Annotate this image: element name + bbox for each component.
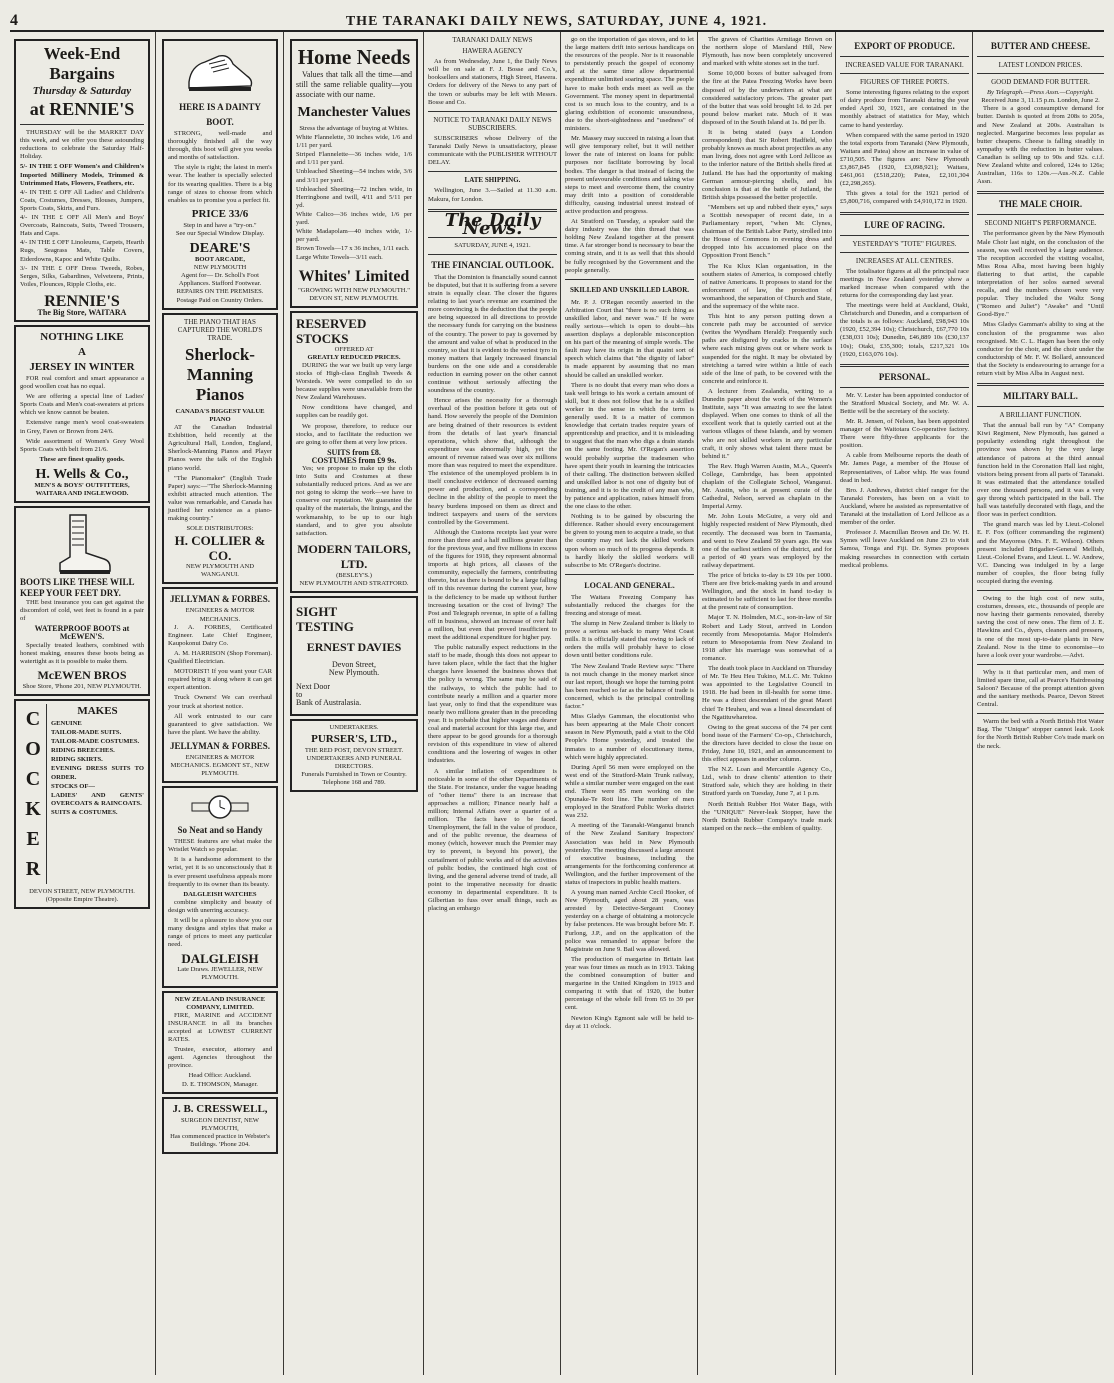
- ad-address: Shoe Store, 'Phone 201, NEW PLYMOUTH.: [22, 682, 142, 690]
- editorial-paragraph: At Stratford on Tuesday, a speaker said the dairy industry was the thin thread that was holding New Zealand together at the present time. A far stronger bond is necessary to bear the coming strain, and it is as well that this should be fully recognised by the Government and the people generally.: [565, 218, 694, 274]
- article-subheading: A BRILLIANT FUNCTION.: [999, 411, 1082, 420]
- ad-text: Agent for— Dr. Scholl's Foot Appliances. Stafford Footwear.: [178, 272, 262, 288]
- modern-tailors-ad: [290, 311, 418, 593]
- news-item: The graves of Charities Armitage Brown on the northern slope of Marsland Hill, New Plymouth, has now been completely uncovered and marked with white stones set in the turf.: [702, 36, 832, 68]
- news-item: The slump in New Zealand timber is likely to prove a serious set-back to many West Coast mills. It is officially stated that owing to lack of orders the mills will probably have to close down until better conditions rule.: [565, 620, 694, 660]
- ad-item: 5/- IN THE £ OFF Women's and Children's Imported Millinery Models, Trimmed & Untrimmed Hats, Flowers, Feathers, etc.: [20, 163, 144, 187]
- ad-text: Specially treated leathers, combined with honest making, ensures these boots being as watertight as it is possible to make them.: [20, 641, 144, 665]
- news-item: North British Rubber Hot Water Bags, with the "UNIQUE" Never-leak Stopper, have the North British Rubber Company's trade mark stamped on the neck—the emblem of quality.: [702, 800, 832, 832]
- ad-text: FOR real comfort and smart appearance a good woollen coat has no equal.: [20, 374, 144, 391]
- ad-store-name: MODERN TAILORS, LTD.: [297, 541, 411, 571]
- ad-headline: SIGHT: [296, 604, 338, 620]
- article-paragraph: There is a good consumptive demand for butter. Danish is quoted at from 208s to 205s, and New Zealand at 200s. Australian is neglected. Margarine becomes less popular as butter cheapens. Cheese is falling steadily in sympathy with the reduction in butter values. Canadian is selling up to 90s and 92s. c.i.f. New Zealand white and colored, 124s to 126s; Australian, 116s to 120s.—Aus.-N.Z. Cable Assn.: [977, 105, 1104, 186]
- article-subheading: LATEST LONDON PRICES.: [998, 61, 1083, 69]
- article-paragraph: This gives a total for the 1921 period of £5,800,716, compared with £4,910,172 in 1920.: [840, 190, 969, 206]
- article-heading: EXPORT OF PRODUCE.: [854, 41, 955, 51]
- ad-store-name: H. COLLIER & CO.: [174, 533, 266, 564]
- ad-item: Striped Flannelette—36 inches wide, 1/6 and 1/11 per yard.: [296, 151, 412, 167]
- ad-text: Values that talk all the time—and still the same reliable quality—you associate with our name.: [296, 70, 412, 99]
- article-subheading: YESTERDAY'S "TOTE" FIGURES.: [852, 239, 957, 248]
- ad-item: 3/- IN THE £ OFF Dress Tweeds, Robes, Serges, Silks, Gabardines, Velveteens, Prints, Voiles, Flounces, Ripple Cloths, etc.: [20, 264, 144, 288]
- ad-item: Unbleached Sheeting—54 inches wide, 3/6 and 3/11 per yard.: [296, 168, 412, 184]
- ad-text: All work entrusted to our care guaranteed to give satisfaction. We have the plant. We have the ability.: [168, 712, 272, 736]
- news-item: This hint to any person putting down a concrete path may be accounted of service (writes the Wyndham Herald): Frequently such paths are disfigured by cracks in the surface where each mixing gives out or where work is suspended for the night. It may be obviated by stretching a tarred wire within a little of each side of the line of path, to be covered with the concrete and reinforce it.: [702, 313, 832, 385]
- news-item: Professor J. Macmillan Brown and Dr. W. H. Symes will leave Auckland on June 23 to visit Samoa, Tonga and Fiji. Dr. Symes proposes making researches in connection with certain medical problems.: [840, 529, 969, 569]
- ad-text: AT the Canadian Industrial Exhibition, held recently at the Agricultural Hall, London, England, Sherlock-Manning Pianos and Player Pianos were the talk of the English piano world.: [168, 424, 272, 472]
- ad-headline: JERSEY IN WINTER: [29, 360, 135, 373]
- whites-ad: [290, 39, 418, 308]
- news-item: During April 56 men were employed on the west end of the Stratford-Main Trunk railway, while a similar number were engaged on the east end. There were 85 men working on the Opunake-Te Roti line. The number of men employed in the Stratford Public Works district was 232.: [565, 763, 694, 820]
- masthead: [10, 10, 1104, 32]
- ad-text: DURING the war we built up very large stocks of High-class English Tweeds & Worsteds. We were compelled to do so because supplies were unavailable from the New Zealand Warehouses.: [296, 361, 412, 402]
- ad-text: MOTORIST! If you want your CAR repaired bring it along where it can get expert attention.: [168, 668, 272, 692]
- cocker-letters: C O C K E R: [20, 704, 47, 884]
- ad-text: Extensive range men's wool coat-sweaters in Grey, Fawn or Brown from 24/6.: [20, 419, 144, 435]
- column-3: [288, 36, 420, 1376]
- watch-illustration: [190, 793, 250, 821]
- column-rule: [423, 32, 424, 1375]
- ad-headline: So Neat and so Handy: [177, 825, 263, 836]
- ad-headline: UNDERTAKERS.: [329, 723, 379, 731]
- ad-text: Step in and have a "try-on.": [183, 221, 257, 229]
- pursers-ad: [290, 719, 418, 793]
- ad-text: Now conditions have changed, and supplies can be readily got.: [296, 404, 412, 420]
- ad-item: Unbleached Sheeting—72 inches wide, in Herringbone and twill, 4/11 and 5/11 per yd.: [296, 185, 412, 209]
- ad-address: NEW PLYMOUTH AND WANGANUI.: [185, 563, 255, 579]
- news-item: The production of margarine in Britain last year was four times as much as in 1913. Taking the combined consumption of butter and margarine in the United Kingdom in 1913 and comparing it with that of 1920, the butter percentage of the whole fell from 65 to 39 per cent.: [565, 955, 694, 1012]
- ad-address: New Plymouth.: [328, 668, 380, 678]
- ad-store-headline: at RENNIE'S: [29, 99, 135, 120]
- column-7: [840, 36, 969, 1376]
- article-heading: SKILLED AND UNSKILLED LABOR.: [569, 285, 690, 294]
- notice-subheading: HAWERA AGENCY: [462, 47, 523, 56]
- ernest-davies-ad: [290, 596, 418, 715]
- mcewen-ad: [14, 506, 150, 696]
- ad-subhead: ENGINEERS & MOTOR MECHANICS.: [185, 607, 255, 623]
- column-rule: [283, 32, 284, 1375]
- article-paragraph: The totalisator figures at all the principal race meetings in New Zealand yesterday show a marked increase when compared with the returns for the corresponding day last year.: [840, 267, 969, 299]
- ad-address: Late Draws. JEWELLER, NEW PLYMOUTH.: [177, 966, 263, 982]
- news-item: The Waitara Freezing Company has substantially reduced the charges for the freezing and storage of meat.: [565, 593, 694, 617]
- ad-text: D. E. THOMSON, Manager.: [182, 1080, 258, 1088]
- insurance-ad: [162, 991, 278, 1094]
- ad-headline: A: [78, 345, 86, 358]
- article-subheading: INCREASED VALUE FOR TARANAKI.: [845, 61, 964, 69]
- article-credit: By Telegraph.—Press Assn.—Copyright.: [987, 89, 1094, 97]
- ad-store-name: DALGLEISH: [181, 951, 259, 967]
- ad-text: REPAIRS ON THE PREMISES. Postage Paid on Country Orders.: [176, 288, 264, 304]
- article-subheading: INCREASES AT ALL CENTRES.: [855, 256, 954, 265]
- article-heading: MILITARY BALL.: [1003, 391, 1078, 402]
- news-item: The New Zealand Trade Review says: "There is not much change in the money market since our last report, though we hope the turning point has been reached so far as the balance of trade is concerned, which is the principal controlling factor.": [565, 662, 694, 711]
- ad-text: Stress the advantage of buying at Whites.: [299, 125, 409, 132]
- article-paragraph: The performance given by the New Plymouth Male Choir last night, on the conclusion of the season, was well received by a large audience. The reception accorded the visiting vocalist, Miss Rosa Alba, most having been highly flattering to that artist, the capable interpretation of her solos earned several recalls, and the numbers chosen were very popular. They included the Waltz Song ("Romeo and Juliet") "Awake" and "Until Good-Bye.": [977, 230, 1104, 319]
- ad-item: White Flannelette, 30 inches wide, 1/6 and 1/11 per yard.: [296, 134, 412, 150]
- shipping-heading: LATE SHIPPING.: [464, 176, 521, 185]
- article-heading: BUTTER AND CHEESE.: [990, 41, 1091, 51]
- ad-item: White Calico—36 inches wide, 1/6 per yard.: [296, 210, 412, 227]
- ad-address: DEVON STREET, NEW PLYMOUTH. (Opposite Empire Theatre).: [29, 887, 135, 904]
- ad-subhead: Manchester Values: [297, 105, 411, 120]
- ad-headline: Bargains: [49, 64, 115, 83]
- ad-address: DEVON ST, NEW PLYMOUTH.: [309, 294, 399, 302]
- editorial-paragraph: go on the importation of gas stoves, and to let the large matters drift into serious handicaps on the resources of the people. Nor is it reasonable to persistently preach the gospel of economy and at the same time allow departmental expenditure unlimited soaring space. The people have to make both ends meet as well as the Government. The money spent in departmental cost is so much loss to the country, and is a glaring exhibition of economic unsoundness, due to the short-sightedness and "usedness" of ministers.: [565, 36, 694, 133]
- column-rule: [560, 32, 561, 1375]
- notice-heading: NOTICE TO TARANAKI DAILY NEWS SUBSCRIBERS.: [433, 115, 552, 132]
- ad-text: "The Pianomaker" (English Trade Paper) says:—"The Sherlock-Manning exhibit attracted much attention. The value was remarkable, and Canada has justified her existence as a piano-making country.": [168, 474, 272, 523]
- news-item: Newton King's Egmont sale will be held to-day at 11 o'clock.: [565, 1014, 694, 1030]
- ad-headline: Sherlock-Manning Pianos: [185, 344, 255, 404]
- article-heading: THE MALE CHOIR.: [998, 199, 1083, 210]
- column-6: [702, 36, 832, 1376]
- article-paragraph: Nothing is to be gained by obscuring the difference. Rather should every encouragement be given to young men to acquire a trade, so that the country may not lack the skilled workers upon whom so much of its progress depends. It is hardly likely the skilled workers will subscribe to Mr. O'Regan's doctrine.: [565, 513, 694, 569]
- article-heading: LOCAL AND GENERAL.: [584, 580, 675, 590]
- ad-text: Next Door: [296, 682, 330, 692]
- news-item: "Members set up and rubbed their eyes," says a Scottish newspaper of recent date, in a Parliamentary report, "when Mr. Clynes, chairman of the British Labor Party, strolled into the House of Commons in evening dress and dropped into his accustomed place on the Opposition Front Bench.": [702, 203, 832, 260]
- news-item: The N.Z. Loan and Mercantile Agency Co., Ltd., wish to draw clients' attention to their Stratford sale, which they are holding in their Stratford yards on Tuesday, June 7, at 1 p.m.: [702, 766, 832, 798]
- column-rule: [155, 32, 156, 1375]
- article-heading: LURE OF RACING.: [864, 219, 945, 230]
- ad-address: NEW PLYMOUTH AND STRATFORD.: [299, 579, 409, 587]
- news-item: The Rev. Hugh Warren Austin, M.A., Queen's College, Cambridge, has been appointed chaplain of the Collegiate School, Wanganui. Mr. Austin, who is at present curate of the Cathedral, Nelson, served as chaplain in the Imperial Army.: [702, 462, 832, 511]
- ad-text: to: [296, 690, 303, 700]
- ad-subhead: SURGEON DENTIST, NEW PLYMOUTH,: [180, 1116, 260, 1132]
- column-8: [977, 36, 1104, 1376]
- collier-ad: [162, 313, 278, 585]
- column-rule: [697, 32, 698, 1375]
- ad-text: WATERPROOF BOOTS at McEWEN'S.: [34, 624, 130, 642]
- reading-ad: Why is it that particular men, and men of limited spare time, call at Pearce's Hairdressing Saloon? Because of the prompt attention given and the sanitary methods. Pearce, Devon Street Central.: [977, 668, 1104, 709]
- ad-headline: RESERVED: [296, 315, 367, 331]
- ad-store-name: ERNEST DAVIES: [306, 640, 402, 655]
- ad-item: RIDING BREECHES.: [51, 747, 115, 755]
- ad-store-name: DEARE'S: [189, 241, 251, 257]
- news-item: A meeting of the Taranaki-Wanganui branch of the New Zealand Sanitary Inspectors' Association was held in New Plymouth yesterday. The meeting discussed a large amount of executive business, including the arrangements for the forthcoming conference at Wellington, and the further improvement of the status of inspectors in public health matters.: [565, 822, 694, 886]
- ad-text: THESE features are what make the Wristlet Watch so popular.: [168, 838, 272, 854]
- cresswell-ad: [162, 1097, 278, 1154]
- article-dateline: Received June 3, 11.15 p.m. London, June 2.: [981, 97, 1100, 105]
- column-5: [565, 36, 694, 1376]
- column-4: [428, 36, 557, 1376]
- ad-text: (BESLEY'S.): [336, 571, 372, 579]
- news-item: Major T. N. Holmden, M.C., son-in-law of Sir Robert and Lady Stout, arrived in London recently from Mesopotamia. Major Holmden's return to Mesopotamia from New Zealand in 1918 after his marriage was somewhat of a romance.: [702, 614, 832, 662]
- ad-headline: J. B. CRESSWELL,: [172, 1102, 268, 1115]
- ad-intro: THURSDAY will be the MARKET DAY this week, and we offer you these astounding reductions to celebrate the Saturday Half-Holiday.: [20, 129, 144, 161]
- cocker-ad: [14, 699, 150, 909]
- ad-item: Brown Towels—17 x 36 inches, 1/11 each.: [296, 245, 410, 253]
- article-paragraph: There is no doubt that every man who does a task well brings to his work a certain amount of skill, but it does not follow that he is a skilled worker in the sense in which the term is generally used. It is a matter of common knowledge that certain trades require years of apprenticeship and practice, and it is misleading to suggest that the man who digs a drain stands on the same footing. Mr. O'Regan's assertion would probably surprise the tradesmen who have spent their youth in learning the intricacies of their calling. The distinction between skilled and unskilled labor is not one of dignity but of training, and it is to the credit of any man who, by patience and application, raises himself from the one class to the other.: [565, 381, 694, 511]
- ad-text: We are offering a special line of Ladies' Sports Coats and Men's coat-sweaters at prices which we know cannot be beaten.: [20, 393, 144, 417]
- ad-subhead: Thursday & Saturday: [32, 85, 132, 97]
- column-1: [12, 36, 152, 1376]
- ad-text: It is a handsome adornment to the wrist, yet it is so unconsciously that it is ever present usefulness appeals more frequently to its owner than its beauty.: [168, 856, 272, 888]
- notice-heading: TARANAKI DAILY NEWS: [452, 36, 533, 44]
- notice-text: SUBSCRIBERS whose Delivery of the Taranaki Daily News is unsatisfactory, please communicate with the PUBLISHER WITHOUT DELAY.: [428, 134, 557, 167]
- ad-item: EVENING DRESS SUITS TO ORDER.: [51, 765, 144, 781]
- article-paragraph: That the annual ball run by "A" Company Kiwi Regiment, New Plymouth, has gained a popularity extending right throughout the province was shown by the very large attendance of patrons at the third annual function held in the Coronation Hall last night, visitors being present from all parts of Taranaki. It was estimated that the attendance totalled over one thousand persons, and it was a very gay throng which participated in the ball. The hall was tastefully decorated with flags, and the floor was in perfect condition.: [977, 422, 1104, 519]
- article-subheading: SECOND NIGHT'S PERFORMANCE.: [984, 219, 1097, 228]
- ad-store-name: PURSER'S, LTD.,: [311, 732, 397, 745]
- news-item: Mr. John Louis McGuire, a very old and highly respected resident of New Plymouth, died recently. The deceased was born in Tasmania, and went to New Zealand 59 years ago. He was one of the earliest settlers of the district, and for a period of 40 years was employed by the railway department.: [702, 513, 832, 569]
- ad-text: Funerals Furnished in Town or Country. Telephone 168 and 789.: [301, 770, 407, 786]
- news-item: It is being stated (says a London correspondent) that Sir Robert Hadfield, who probably knows as much about projectiles as any man living, does not agree with Lord Jellicoe as to the inferior nature of the British shells fired at Jutland. He has had the opportunity of making German armour-piercing shells, and his conclusion is that at the battle of Jutland, the British ships possessed the better projectile.: [702, 129, 832, 201]
- ad-item: TAILOR-MADE SUITS.: [51, 729, 122, 737]
- ad-subhead: CANADA'S BIGGEST VALUE PIANO: [175, 407, 265, 423]
- ad-text: J. A. FORBES, Certificated Engineer. Late Chief Engineer, Kaupokonui Dairy Co.: [168, 623, 272, 647]
- deares-ad: [162, 39, 278, 310]
- ad-headline: Week-End: [43, 44, 121, 63]
- editorial-paragraph: Although the Customs receipts last year were more than three and a half millions greater than for the previous year, and five millions in excess of the figures for 1918, they represent abnormal imports at high prices, all classes of the community, especially the farmers, contributing thereto, but as there is bound to be a large falling off in this revenue during the current year, how is the deficiency to be made up without further increasing taxation or the cost of living? The Post and Telegraph revenue, in spite of a falling off in business, showed an increase of over half a million, but even that proved insufficient to meet the additional expenditure for higher pay.: [428, 528, 557, 641]
- ad-price: SUITS from £8.: [327, 447, 381, 457]
- column-rule: [835, 32, 836, 1375]
- news-item: A young man named Archie Cecil Hooker, of New Plymouth, aged about 28 years, was arrested by Detective-Sergeant Cooney yesterday on a charge of obtaining a motorcycle by false pretences. He was brought before Mr. F. Furlong, J.P., and on the application of the police was remanded to appear before the Magistrate on June 9. Bail was allowed.: [565, 889, 694, 953]
- editorial-paragraph: Hence arises the necessity for a thorough overhaul of the position before it gets out of hand. How severely the people of the Dominion are being drained of their resources is evident from the details of last year's financial operations, which show that, although the expenditure was abnormally high, yet the amount of revenue raised was over six millions more than was required to meet the expenditure. The existence of the unemployed problem is in itself conclusive evidence of decreased earning power and production, and a corresponding decline in the ability of the people to meet the heavy burdens imposed on them as direct and indirect taxpayers and users of the services controlled by the Government.: [428, 397, 557, 526]
- boot-illustration: [52, 513, 112, 575]
- ad-text: Has commenced practice in Webster's Buildings. 'Phone 204.: [170, 1132, 270, 1148]
- editorial-paragraph: That the Dominion is financially sound cannot be disputed, but that it is suffering from a severe strain is equally clear. The closer the figures relating to last year's revenue are examined the more convincing is the deduction that the people are being squeezed in all directions to provide the necessary funds for carrying on the business of the country. The power to pay is governed by the amount and value of what is produced in the country, so that it is evident to the veriest tyro in money matters that largely increased financial burdens on the one side and a considerable reduction in earning power on the other cannot continue without seriously affecting the soundness of the country.: [428, 273, 557, 395]
- wells-ad: [14, 325, 150, 503]
- ad-text: combine simplicity and beauty of design with unerring accuracy.: [168, 898, 272, 914]
- ad-item: 4/- IN THE £ OFF All Ladies' and Children's Coats, Costumes, Dresses, Blouses, Jumpers, Sports Coats, Skirts, and Furs.: [20, 188, 144, 212]
- article-paragraph: Mr. P. J. O'Regan recently asserted in the Arbitration Court that "there is no such thing as unskilled labor, and never was." If he were really serious—which is open to doubt—his assertion displays a deplorable misconception on his part of the meaning of simple words. The fault may have its origin in that quaint sort of speech which claims that "the dignity of labor" is made apparent by assuming that no man should be called an unskilled worker.: [565, 298, 694, 379]
- ad-text: "GROWING WITH NEW PLYMOUTH.": [298, 286, 410, 294]
- ad-headline: HERE IS A DAINTY BOOT.: [179, 102, 261, 127]
- article-paragraph: When compared with the same period in 1920 the total exports from Taranaki (New Plymouth, Waitara and Patea) show an increase in value of £710,505. The figures are: New Plymouth £3,867,845 (1920, £3,098,921); Waitara, £461,061 (£518,220); Patea, £2,101,304 (£2,298,265).: [840, 131, 969, 188]
- ad-address: THE RED POST, DEVON STREET.: [304, 746, 404, 754]
- ad-text: UNDERTAKERS AND FUNERAL DIRECTORS.: [306, 754, 402, 770]
- editorial-date: SATURDAY, JUNE 4, 1921.: [454, 241, 531, 249]
- reading-ad: Warm the bed with a North British Hot Water Bag. The "Unique" stopper cannot leak. Look for the North British Rubber Co's trade mark on the neck.: [977, 718, 1104, 750]
- news-item: A cable from Melbourne reports the death of Mr. James Page, a member of the House of Representatives, of Labor whip. He was found dead in bed.: [840, 452, 969, 484]
- ad-store-name: Whites' Limited: [298, 267, 410, 285]
- ad-item: 4/- IN THE £ OFF Linoleums, Carpets, Hearth Rugs, Seagrass Mats, Table Covers, Eiderdowns, Kapoc and White Quilts.: [20, 239, 144, 263]
- news-item: Mr. R. Jensen, of Nelson, has been appointed manager of the Waitotara Co-operative factory. There were fifty-three applicants for the position.: [840, 418, 969, 450]
- ad-subhead: GREATLY REDUCED PRICES.: [307, 353, 401, 361]
- article-heading: PERSONAL.: [878, 371, 931, 382]
- ad-address: NEW PLYMOUTH: [193, 264, 247, 272]
- ad-address: MEN'S & BOYS' OUTFITTERS, WAITARA AND INGLEWOOD.: [34, 481, 130, 497]
- ad-text: SOLE DISTRIBUTORS:: [186, 525, 254, 533]
- editorial-heading: THE FINANCIAL OUTLOOK.: [431, 259, 554, 270]
- ad-headline: Home Needs: [297, 45, 411, 69]
- ad-item: TAILOR-MADE COSTUMES.: [51, 738, 140, 746]
- ad-text: Truck Owners! We can overhaul your truck at shortest notice.: [168, 694, 272, 710]
- page-number: 4: [10, 12, 19, 29]
- news-item: The death took place in Auckland on Thursday of Mr. Te Heu Heu Tukino, M.L.C. Mr. Tukino was appointed to the Legislative Council in 1918. He had been in ill-health for some time. He was a direct descendant of the great Maori chief Te Heuheu, and was a lineal descendant of the Ngatituwharetoa.: [702, 665, 832, 721]
- ad-item: SUITS & COSTUMES.: [51, 808, 118, 816]
- ad-headline: JELLYMAN & FORBES.: [170, 594, 270, 605]
- ad-headline: MAKES: [77, 704, 118, 717]
- ad-item: White Madapolam—40 inches wide, 1/- per yard.: [296, 228, 412, 244]
- article-subheading: FIGURES OF THREE PORTS.: [860, 78, 949, 87]
- news-item: Owing to the great success of the 74 per cent bond issue of the Farmers' Co-op., Christchurch, the directors have decided to close the issue on Friday, June 10, 1921, and an announcement to this effect appears in another column.: [702, 723, 832, 764]
- article-subheading: GOOD DEMAND FOR BUTTER.: [991, 78, 1090, 87]
- ad-text: See our Special Window Display.: [175, 229, 265, 237]
- ad-headline: BOOTS LIKE THESE WILL KEEP YOUR FEET DRY.: [20, 577, 134, 599]
- notice-text: As from Wednesday, June 1, the Daily News will be on sale at F. J. Bosse and Co.'s, booksellers and stationers, High Street, Hawera. Orders for delivery of the News to any part of the town or suburbs may be left with Messrs. Bosse and Co.: [428, 58, 557, 106]
- ad-text: STRONG, well-made and thoroughly finished all the way through, this boot will give you weeks and months of satisfaction.: [168, 130, 272, 162]
- editorial-paragraph: The public naturally expect reductions in the staff to be made, though this does not appear to have taken place, while the fact that the higher charges have lessened the business shows that the policy is wrong. The same may be said of the railways, to which the public had to contribute nearly a million and a quarter more last year, only to find that the expenditure was nearly two millions greater than in the preceding year. It is probable that higher wages and dearer coal and material account for this large rise, and there appear to be good grounds for a thorough revision of this expenditure in view of altered conditions and the lowering of wages in other industries.: [428, 644, 557, 765]
- ad-address: ENGINEERS & MOTOR MECHANICS. EGMONT ST., NEW PLYMOUTH.: [170, 753, 270, 778]
- column-2: [160, 36, 280, 1376]
- editorial-paragraph: Mr. Massey may succeed in raising a loan that will give temporary relief, but it will neither lower the rate of interest on loans for public purposes nor facilitate borrowing by local bodies. The danger is that instead of facing the present unfavourable conditions and taking wise steps to meet and overcome them, the country may drift into a position of considerable difficulty, causing industrial unrest instead of active production and progress.: [565, 135, 694, 215]
- ad-text: THE PIANO THAT HAS CAPTURED THE WORLD'S TRADE.: [177, 317, 263, 342]
- ad-price: COSTUMES from £9 9s.: [311, 455, 397, 465]
- ad-address: Devon Street,: [332, 660, 376, 670]
- ad-store-name: H. Wells & Co.,: [35, 466, 129, 482]
- ad-headline: STOCKS: [296, 330, 349, 346]
- ad-item: LADIES' AND GENTS' OVERCOATS & RAINCOATS.: [51, 791, 144, 807]
- ad-store-sub: BOOT ARCADE,: [194, 256, 246, 264]
- dalgleish-ad: [162, 786, 278, 987]
- ad-text: Wide assortment of Women's Grey Wool Sports Coats with belt from 21/6.: [20, 437, 144, 453]
- ad-text: THE best insurance you can get against the discomfort of cold, wet feet is found in a pair of: [20, 599, 144, 623]
- ad-text: Head Office: Auckland.: [188, 1072, 252, 1080]
- column-rule: [972, 32, 973, 1375]
- masthead-title: THE TARANAKI DAILY NEWS, SATURDAY, JUNE 4, 1921.: [345, 14, 768, 29]
- ad-text: FIRE, MARINE and ACCIDENT INSURANCE in all its branches accepted at LOWEST CURRENT RATES.: [168, 1011, 272, 1044]
- shoe-illustration: [185, 46, 255, 98]
- article-paragraph: The meetings were held at Auckland, Otaki, Christchurch and Dunedin, and a comparison of the totals is as follows: Auckland, £98,943 10s (1920, £52,394 10s); Christchurch, £67,770 10s (£38,031 10s); Dunedin, £46,889 10s (£30,137 10s); Otaki, £35,300; totals, £217,321 10s (1920, £163,076 10s).: [840, 302, 969, 358]
- ad-headline: NEW ZEALAND INSURANCE COMPANY, LIMITED.: [174, 995, 266, 1011]
- ad-text: The style is right; the latest in men's wear. The leather is specially selected for its wearing qualities. There is a big range of sizes to choose from which enables us to promise you a perfect fit.: [168, 164, 272, 204]
- shipping-text: Wellington, June 3.—Sailed at 11.30 a.m. Makura, for London.: [428, 187, 557, 203]
- ad-headline: NOTHING LIKE: [40, 330, 124, 343]
- news-item: The price of bricks to-day is £9 10s per 1000. There are five brick-making yards in and around Wellington, and the stock in hand to-day is estimated to be sufficient to last for three months at the present rate of consumption.: [702, 572, 832, 612]
- ad-subhead: DALGLEISH WATCHES: [183, 890, 257, 898]
- ad-text: These are finest quality goods.: [39, 455, 125, 463]
- article-paragraph: The grand march was led by Lieut.-Colonel E. F. Fox (officer commanding the regiment) and the Mayoress (Mrs. F. E. Wilson). Others present included Brigadier-General Mellish, Lieut.-Colonel Evans, and Lieut. L. W. Andrew, V.C. Dancing was indulged in by a large number of couples, the floor being fully occupied during the evening.: [977, 521, 1104, 585]
- article-paragraph: Miss Gladys Gamman's ability to sing at the conclusion of the programme was also recognised. Mr. C. L. Hagen has been the only conductor for the choir, and the choir under the conductorship of Mr. F. W. Bollard, announced that the Society is endeavouring to arrange for a return visit by Miss Alba in August next.: [977, 321, 1104, 377]
- ad-store-name: McEWEN BROS: [37, 667, 127, 682]
- ad-store-name: JELLYMAN & FORBES.: [170, 740, 270, 751]
- jellyman-ad: [162, 587, 278, 783]
- ad-text: Bank of Australasia.: [296, 698, 362, 708]
- news-item: Mr. V. Lester has been appointed conductor of the Stratford Musical Society, and Mr. W. A. Bettie will be the secretary of the society.: [840, 391, 969, 415]
- ad-item: GENUINE: [51, 719, 82, 727]
- ad-text: Trustee, executor, attorney and agent. Agencies throughout the province.: [168, 1046, 272, 1070]
- ad-item: Large White Towels—3/11 each.: [296, 254, 383, 262]
- rennies-ad: [14, 39, 150, 322]
- news-item: Miss Gladys Gamman, the elocutionist who has been appearing at the Male Choir concert season in New Plymouth, paid a visit to the Old People's Home yesterday, and treated the inmates to a number of elocutionary items, which were highly appreciated.: [565, 713, 694, 761]
- news-item: The Ku Klux Klan organisation, in the southern states of America, is composed chiefly of native Americans. It proposes to stand for the enforcement of law, the protection of womanhood, the separation of Church and State, and the supremacy of the white race.: [702, 262, 832, 310]
- ad-item: 4/- IN THE £ OFF All Men's and Boys' Overcoats, Raincoats, Suits, Tweed Trousers, Hats and Caps.: [20, 214, 144, 238]
- ad-price: PRICE 33/6: [191, 207, 249, 220]
- news-item: Some 10,000 boxes of butter salvaged from the fire at the Patea Freezing Works have been disposed of by the underwriters at what are considered satisfactory prices. The greater part of the butter that was sold brought 1d. to 2d. per pound below market rate. Much of it was disposed of in the South Island at 1s. 8d per lb.: [702, 70, 832, 126]
- editorial-paragraph: A similar inflation of expenditure is noticeable in some of the other Departments of the State. For instance, under the vague heading of "other items" there is an increase that approaches a million; Finance nearly half a million; Internal Affairs over a quarter of a million. The facts have to be faced. Unemployment, the fall in the value of produce, and of the public revenue, the dearness of money (which, however much the Premier may try to prevent, is beyond his power), the curtailment of public works and of the activities of public bodies, the continued high cost of living, and the general adverse trend of trade, all point to the imperative necessity for drastic economy in departmental expenditure. It is Gilbertian to fuss over small things, such as placing an embargo: [428, 767, 557, 913]
- ad-text: Yes; we propose to make up the cloth into Suits and Costumes at these substantially reduced prices. And as we are not going to skimp the work—we have to conserve our reputation. We guarantee the quality of the materials, the linings, and the workmanship, to be up to our high standard, and to give you absolute satisfaction.: [296, 465, 412, 537]
- reading-ad: Owing to the high cost of new suits, costumes, dresses, etc., thousands of people are now having their garments renovated, thereby saving the cost of new ones. The firm of J. E. Hawkins and Co., dyers, cleaners and pressers, is one of the most up-to-date plants in New Zealand. Now is the time to economise—to have a look over your wardrobe.—Advt.: [977, 595, 1104, 659]
- article-paragraph: Some interesting figures relating to the export of dairy produce from Taranaki during the year ended April 30, 1921, are contained in the monthly abstract of statistics for May, which came to hand yesterday.: [840, 89, 969, 129]
- editorial-nameplate: The Daily News.: [444, 209, 541, 239]
- ad-text: It will be a pleasure to show you our many designs and styles that make a range of prices to meet any particular need.: [168, 917, 272, 949]
- ad-store-name: RENNIE'S: [44, 292, 120, 310]
- ad-store-sub: The Big Store, WAITARA: [37, 307, 127, 317]
- ad-text: We propose, therefore, to reduce our stocks, and to facilitate the reduction we are going to offer them at very low prices.: [296, 422, 412, 446]
- ad-headline: TESTING: [296, 619, 354, 635]
- news-item: Bro. J. Andrews, district chief ranger for the Taranaki Foresters, has been on a visit to Auckland, where he assisted as representative of Taranaki at the installation of Lord Jellicoe as a member of the order.: [840, 486, 969, 527]
- ad-text: A. M. HARRISON (Shop Foreman). Qualified Electrician.: [168, 649, 272, 666]
- news-item: A lecturer from Zealandia, writing to a Dunedin paper about the work of the Women's Institute, says "It was amazing to see the latest displayed. When one comes to think of all the excellent work that is quietly carried out at the various villages of these Islands, and by women who are not skilled workers in any particular craft, it only shows what talent there must be behind it.": [702, 387, 832, 460]
- ad-item: STOCKS OF—: [51, 782, 96, 790]
- ad-text: OFFERED AT: [334, 345, 374, 353]
- ad-item: RIDING SKIRTS.: [51, 756, 103, 764]
